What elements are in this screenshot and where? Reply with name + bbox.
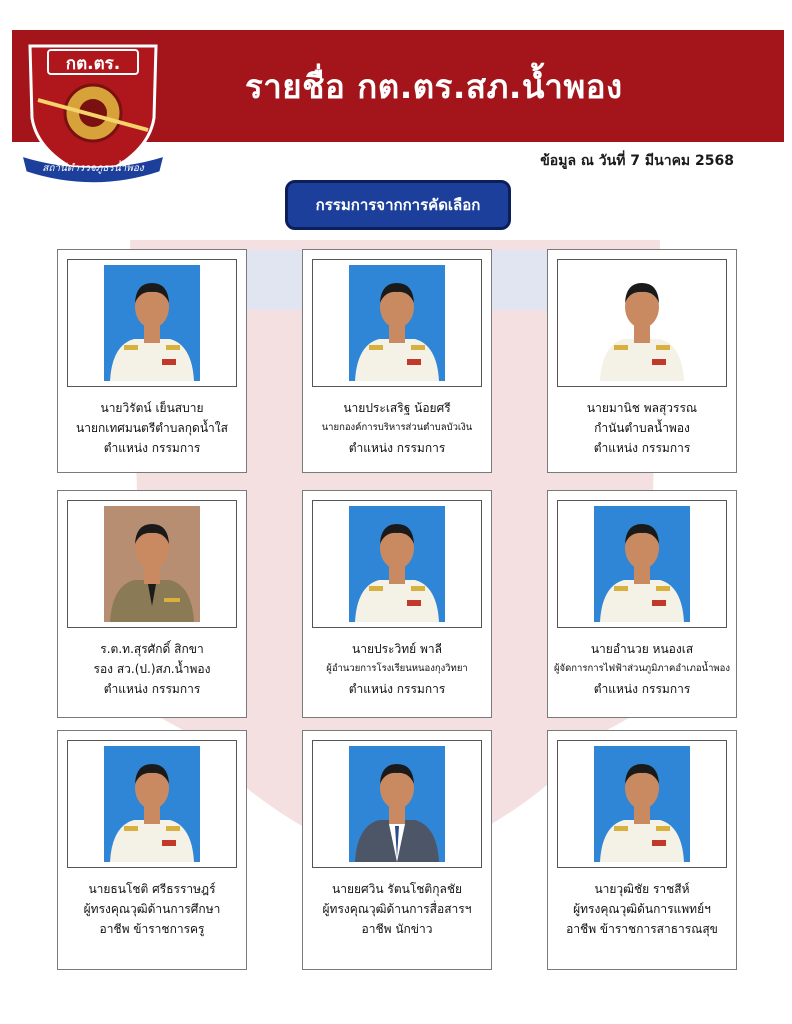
member-photo-frame	[312, 259, 482, 387]
member-caption	[58, 639, 246, 699]
member-position: นายกเทศมนตรีตำบลกุดน้ำใส	[76, 421, 228, 435]
member-position: รอง สว.(ป.)สภ.น้ำพอง	[93, 662, 211, 676]
page-title: รายชื่อ กต.ตร.สภ.น้ำพอง	[245, 66, 623, 106]
police-committee-logo	[18, 38, 168, 188]
svg-text:สถานีตำรวจภูธรน้ำพอง: สถานีตำรวจภูธรน้ำพอง	[42, 163, 144, 174]
member-caption	[548, 398, 736, 458]
member-caption	[548, 639, 736, 699]
member-position: กำนันตำบลน้ำพอง	[594, 421, 690, 435]
member-card	[547, 249, 737, 473]
member-portrait-photo	[104, 265, 200, 381]
member-name: ร.ต.ท.สุรศักดิ์ สิกขา	[100, 642, 204, 656]
member-photo-frame	[557, 500, 727, 628]
member-role: อาชีพ ข้าราชการครู	[99, 922, 205, 936]
member-portrait-photo	[349, 265, 445, 381]
member-photo-frame	[67, 259, 237, 387]
member-photo-frame	[67, 500, 237, 628]
member-card	[57, 249, 247, 473]
member-caption	[58, 879, 246, 939]
member-photo-frame	[557, 740, 727, 868]
data-date: ข้อมูล ณ วันที่ 7 มีนาคม 2568	[540, 153, 734, 169]
member-card	[302, 490, 492, 718]
member-position: นายกองค์การบริหารส่วนตำบลบัวเงิน	[321, 422, 473, 433]
member-caption	[303, 639, 491, 699]
member-portrait-photo	[594, 506, 690, 622]
member-role: ตำแหน่ง กรรมการ	[593, 441, 691, 455]
member-caption	[303, 398, 491, 458]
member-portrait-photo	[349, 746, 445, 862]
member-card	[302, 249, 492, 473]
member-photo-frame	[312, 740, 482, 868]
member-portrait-photo	[104, 746, 200, 862]
member-card	[57, 490, 247, 718]
member-role: อาชีพ นักข่าว	[361, 922, 433, 936]
member-role: ตำแหน่ง กรรมการ	[103, 682, 201, 696]
member-role: อาชีพ ข้าราชการสาธารณสุข	[566, 922, 718, 936]
member-name: นายประวิทย์ พาลี	[352, 642, 442, 656]
member-name: นายวิรัตน์ เย็นสบาย	[100, 401, 204, 415]
member-position: ผู้อำนวยการโรงเรียนหนองกุงวิทยา	[326, 663, 468, 674]
member-name: นายธนโชติ ศรีธรราษฎร์	[88, 882, 216, 896]
member-name: นายอำนวย หนองเส	[590, 642, 694, 656]
svg-text:กต.ตร.: กต.ตร.	[65, 54, 121, 74]
member-caption	[303, 879, 491, 939]
member-card	[302, 730, 492, 970]
member-position: ผู้ทรงคุณวุฒิด้านการสื่อสารฯ	[322, 902, 472, 916]
member-photo-frame	[67, 740, 237, 868]
member-portrait-photo	[594, 265, 690, 381]
member-name: นายมานิช พลสุวรรณ	[586, 401, 698, 415]
member-card	[57, 730, 247, 970]
member-photo-frame	[312, 500, 482, 628]
member-portrait-photo	[104, 506, 200, 622]
member-name: นายวุฒิชัย ราชสีห์	[594, 882, 690, 896]
member-card	[547, 490, 737, 718]
member-role: ตำแหน่ง กรรมการ	[348, 682, 446, 696]
member-role: ตำแหน่ง กรรมการ	[103, 441, 201, 455]
section-title-selected-committee: กรรมการจากการคัดเลือก	[285, 180, 511, 230]
member-caption	[58, 398, 246, 458]
member-photo-frame	[557, 259, 727, 387]
member-role: ตำแหน่ง กรรมการ	[593, 682, 691, 696]
member-position: ผู้ทรงคุณวุฒิด้นการแพทย์ฯ	[573, 902, 711, 916]
member-portrait-photo	[349, 506, 445, 622]
member-name: นายยศวิน รัตนโชติกุลชัย	[332, 882, 462, 896]
member-position: ผู้จัดการการไฟฟ้าส่วนภูมิภาคอำเภอน้ำพอง	[553, 663, 731, 674]
member-name: นายประเสริฐ น้อยศรี	[343, 401, 451, 415]
member-portrait-photo	[594, 746, 690, 862]
member-position: ผู้ทรงคุณวุฒิด้านการศึกษา	[83, 902, 221, 916]
member-caption	[548, 879, 736, 939]
member-card	[547, 730, 737, 970]
member-role: ตำแหน่ง กรรมการ	[348, 441, 446, 455]
